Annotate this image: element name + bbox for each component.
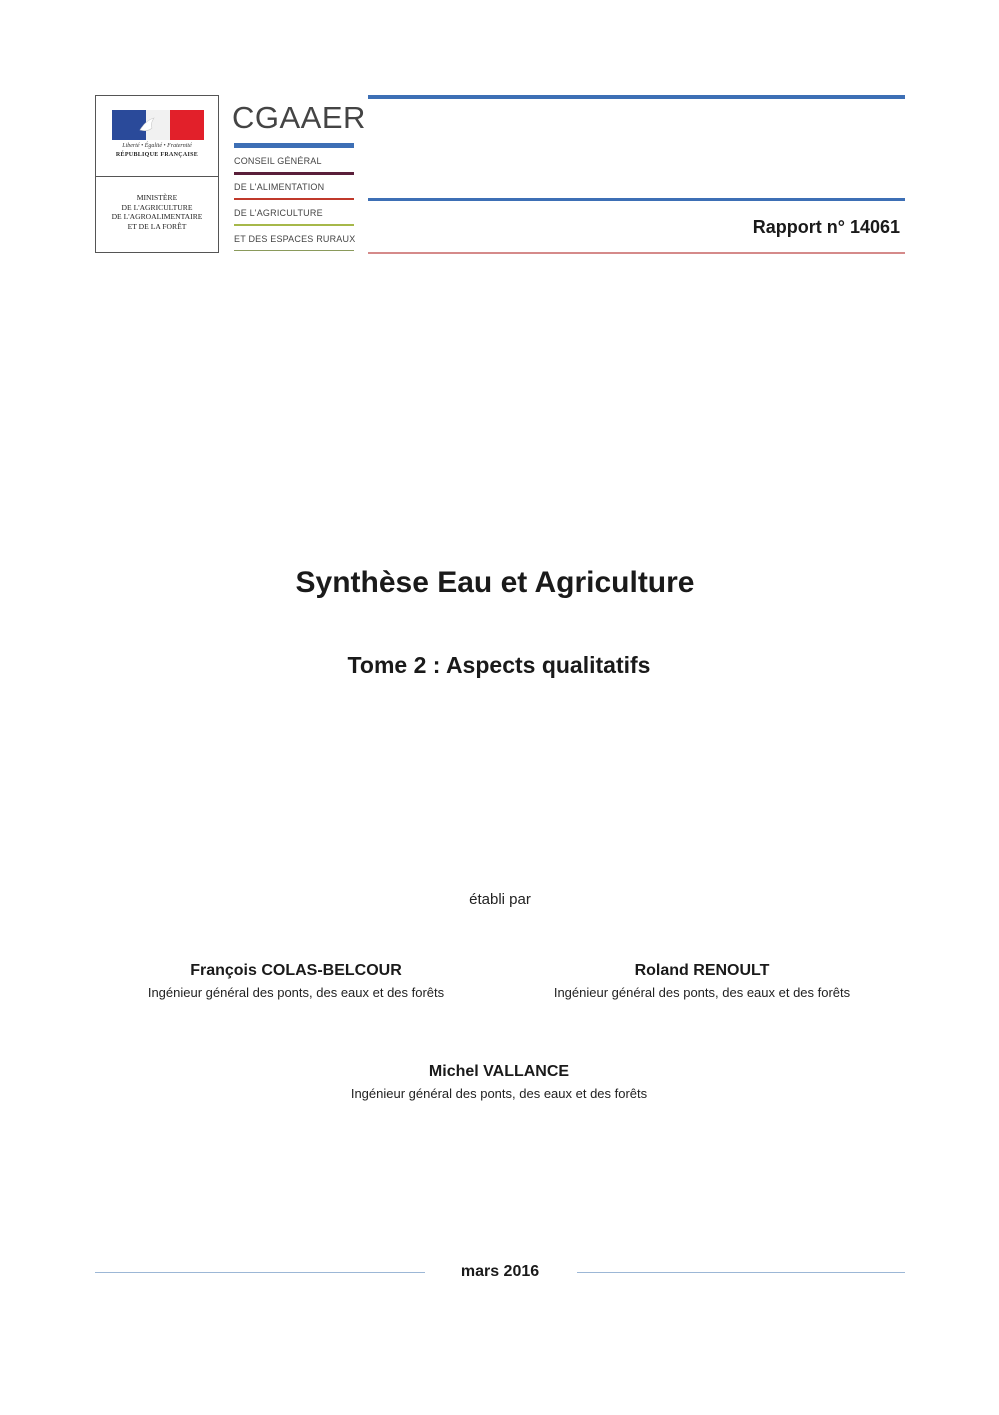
document-subtitle: Tome 2 : Aspects qualitatifs — [347, 652, 651, 678]
cgaaer-line-1: CONSEIL GÉNÉRAL — [234, 156, 322, 166]
author-block — [96, 962, 496, 1000]
republic-name: RÉPUBLIQUE FRANÇAISE — [115, 152, 199, 158]
ministry-line: ET DE LA FORÊT — [127, 221, 187, 231]
cgaaer-line-4: ET DES ESPACES RURAUX — [234, 234, 356, 244]
report-date: mars 2016 — [460, 1263, 540, 1280]
author-name: Roland RENOULT — [634, 962, 770, 979]
author-block — [299, 1063, 699, 1101]
ministry-line: DE L'AGROALIMENTAIRE — [111, 212, 203, 221]
ministry-name — [98, 193, 216, 231]
republic-motto: Liberté • Égalité • Fraternité — [122, 143, 192, 149]
author-name: Michel VALLANCE — [428, 1063, 570, 1080]
cgaaer-bar-olive — [234, 250, 354, 251]
header-rule-middle — [368, 198, 905, 201]
ministry-line: MINISTÈRE — [136, 193, 178, 202]
author-role: Ingénieur général des ponts, des eaux et des forêts — [147, 985, 445, 1000]
document-title: Synthèse Eau et Agriculture — [295, 566, 695, 599]
ministry-line: DE L'AGRICULTURE — [121, 202, 193, 212]
cgaaer-bar-red — [234, 198, 354, 200]
report-number: Rapport n° 14061 — [752, 217, 900, 237]
cgaaer-bar-maroon — [234, 172, 354, 175]
ministry-logo — [95, 95, 219, 253]
logo-divider — [96, 176, 218, 177]
author-name: François COLAS-BELCOUR — [190, 962, 402, 979]
marianne-flag-icon — [112, 110, 204, 140]
footer-rule-right — [577, 1272, 905, 1273]
footer-rule-left — [95, 1272, 425, 1273]
author-role: Ingénieur général des ponts, des eaux et des forêts — [350, 1086, 648, 1101]
author-role: Ingénieur général des ponts, des eaux et des forêts — [553, 985, 851, 1000]
header-rule-top — [368, 95, 905, 99]
cgaaer-line-3: DE L'AGRICULTURE — [234, 208, 323, 218]
cgaaer-title: CGAAER — [232, 100, 366, 135]
cgaaer-bar-blue — [234, 143, 354, 148]
author-block — [502, 962, 902, 1000]
established-by-label: établi par — [469, 891, 531, 908]
cgaaer-bar-green — [234, 224, 354, 226]
header-rule-bottom — [368, 252, 905, 254]
cgaaer-line-2: DE L'ALIMENTATION — [234, 182, 325, 192]
